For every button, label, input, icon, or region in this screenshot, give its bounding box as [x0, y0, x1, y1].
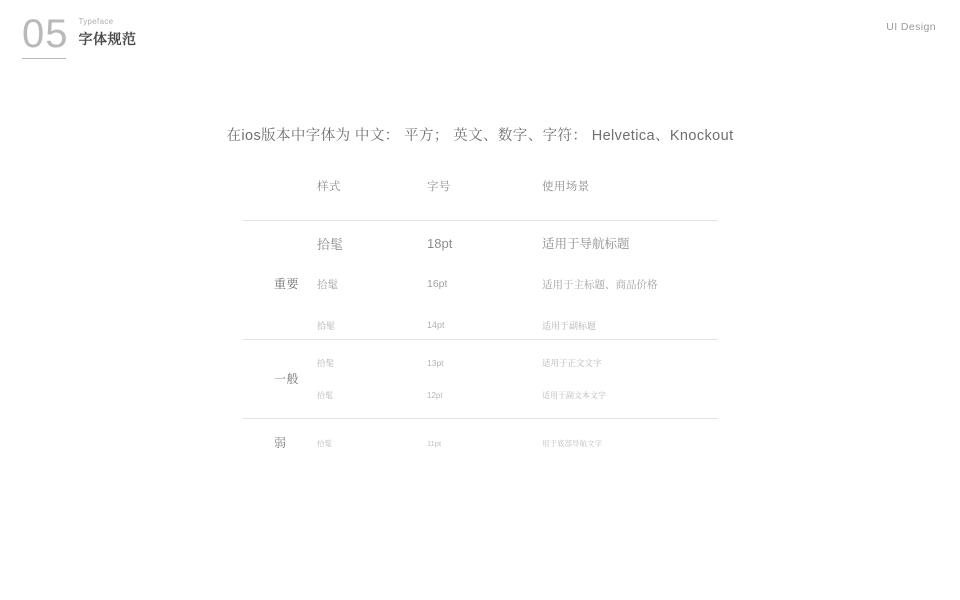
group-label: 一般 — [274, 371, 300, 386]
table-row — [317, 346, 718, 379]
cell-size: 13pt — [427, 357, 444, 368]
deck-label: UI Design — [886, 21, 936, 33]
section-rows — [317, 346, 718, 412]
header-style: 样式 — [317, 181, 341, 193]
table-row — [317, 264, 718, 305]
cell-usage: 适用于副文本文字 — [542, 391, 606, 400]
group-label: 弱 — [274, 435, 287, 450]
cell-style: 拾髦 — [317, 278, 338, 291]
cell-size: 16pt — [427, 278, 448, 290]
cell-style: 拾髦 — [317, 320, 336, 331]
cell-usage: 用于底部导航文字 — [542, 438, 602, 448]
table-section-important — [243, 221, 718, 339]
cell-usage: 适用于主标题、商品价格 — [542, 278, 658, 291]
cell-usage: 适用于正文文字 — [542, 357, 602, 368]
cell-size: 11pt — [427, 438, 442, 448]
slide-number: 05 — [22, 12, 69, 56]
header-usage: 使用场景 — [542, 181, 590, 193]
cell-usage: 适用于副标题 — [542, 320, 597, 331]
header-size: 字号 — [427, 181, 451, 193]
section-rows — [317, 223, 718, 346]
table-row — [317, 428, 718, 458]
cell-style: 拾髦 — [317, 391, 333, 400]
table-row — [317, 305, 718, 346]
page-title: 字体规范 — [78, 31, 137, 47]
cell-style: 拾髦 — [317, 357, 335, 368]
cell-size: 18pt — [427, 235, 453, 251]
cell-size: 14pt — [427, 320, 445, 330]
cell-size: 12pt — [427, 391, 443, 400]
table-row — [317, 379, 718, 412]
table-header-row — [243, 178, 718, 220]
slide-header — [22, 14, 137, 59]
cell-usage: 适用于导航标题 — [542, 237, 630, 251]
slide-number-underline — [22, 58, 66, 59]
cell-style: 拾髦 — [317, 438, 332, 448]
slide-title-block — [79, 14, 137, 48]
table-row — [317, 223, 718, 264]
group-label: 重要 — [274, 276, 300, 291]
cell-style: 拾髦 — [317, 236, 344, 252]
table-section-weak — [243, 419, 718, 467]
intro-text: 在ios版本中字体为 中文： 平方； 英文、数字、字符： Helvetica、Knockout — [226, 128, 734, 144]
slide-number-block — [22, 14, 69, 59]
table-section-general — [243, 340, 718, 418]
typeface-table — [243, 178, 718, 467]
section-rows — [317, 428, 718, 458]
slide-title-en: Typeface — [78, 17, 114, 26]
